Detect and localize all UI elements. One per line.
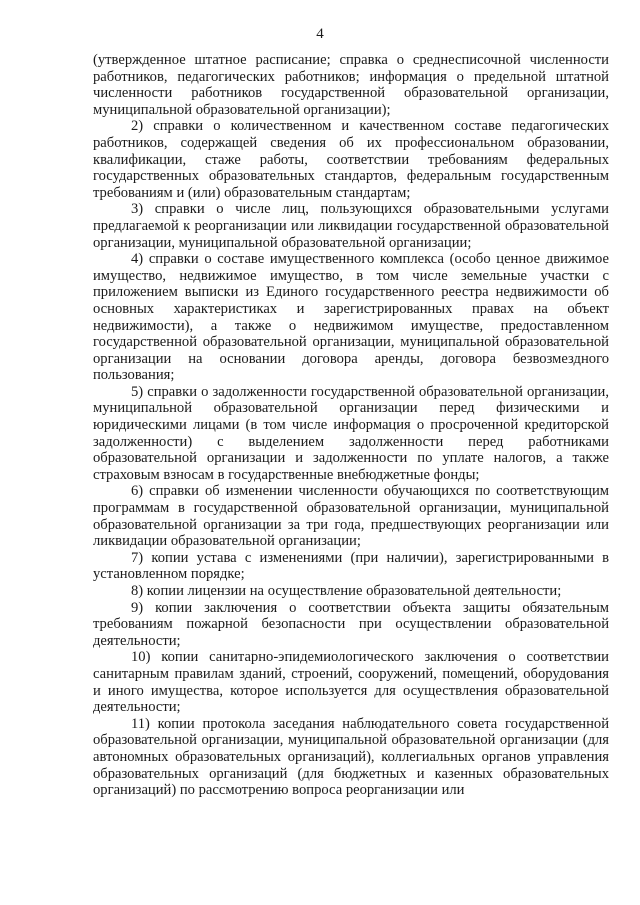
paragraph: 7) копии устава с изменениями (при наличии), зарегистрированными в установленном порядке; (93, 549, 609, 583)
paragraph: 11) копии протокола заседания наблюдательного совета государственной образовательной организации, муниципальной образовательной организации (для автономных образовательных организаций), коллегиальных органов управления образовательных организаций (для бюджетных и казенных образовательных организаций) по рассмотрению вопроса реорганизации или (93, 715, 609, 799)
paragraph: 2) справки о количественном и качественном составе педагогических работников, содержащей сведения об их профессиональном образовании, квалификации, стаже работы, соответствии требованиям федеральных государственных образовательных стандартов, федеральным государственным требованиям и (или) образовательным стандартам; (93, 118, 609, 201)
paragraph: 3) справки о числе лиц, пользующихся образовательными услугами предлагаемой к реорганизации или ликвидации государственной образовательной организации, муниципальной образовательной организации; (93, 201, 609, 251)
paragraph: 4) справки о составе имущественного комплекса (особо ценное движимое имущество, недвижимое имущество, в том числе земельные участки с приложением выписки из Единого государственного реестра недвижимости об основных характеристиках и зарегистрированных правах на объект недвижимости), а также о недвижимом имуществе, предоставленном государственной образовательной организации, муниципальной образовательной организации на основании договора аренды, договора безвозмездного пользования; (93, 251, 609, 384)
paragraph: 9) копии заключения о соответствии объекта защиты обязательным требованиям пожарной безопасности при осуществлении образовательной деятельности; (93, 599, 609, 649)
paragraph: (утвержденное штатное расписание; справка о среднесписочной численности работников, педагогических работников; информация о предельной штатной численности работников государственной образовательной организации, муниципальной образовательной организации); (93, 52, 609, 118)
document-body (93, 52, 609, 799)
paragraph: 5) справки о задолженности государственной образовательной организации, муниципальной образовательной организации перед физическими и юридическими лицами (в том числе информация о просроченной кредиторской задолженности) с выделением задолженности перед работниками образовательной организации и задолженности по уплате налогов, а также страховым взносам в государственные внебюджетные фонды; (93, 383, 609, 483)
page-number: 4 (316, 26, 324, 42)
paragraph: 10) копии санитарно-эпидемиологического заключения о соответствии санитарным правилам зданий, строений, сооружений, помещений, оборудования и иного имущества, которое используется для осуществления образовательной деятельности; (93, 649, 609, 716)
paragraph: 8) копии лицензии на осуществление образовательной деятельности; (131, 583, 562, 599)
paragraph: 6) справки об изменении численности обучающихся по соответствующим программам в государственной образовательной организации, муниципальной образовательной организации за три года, предшествующих реорганизации или ликвидации образовательной организации; (93, 483, 609, 550)
